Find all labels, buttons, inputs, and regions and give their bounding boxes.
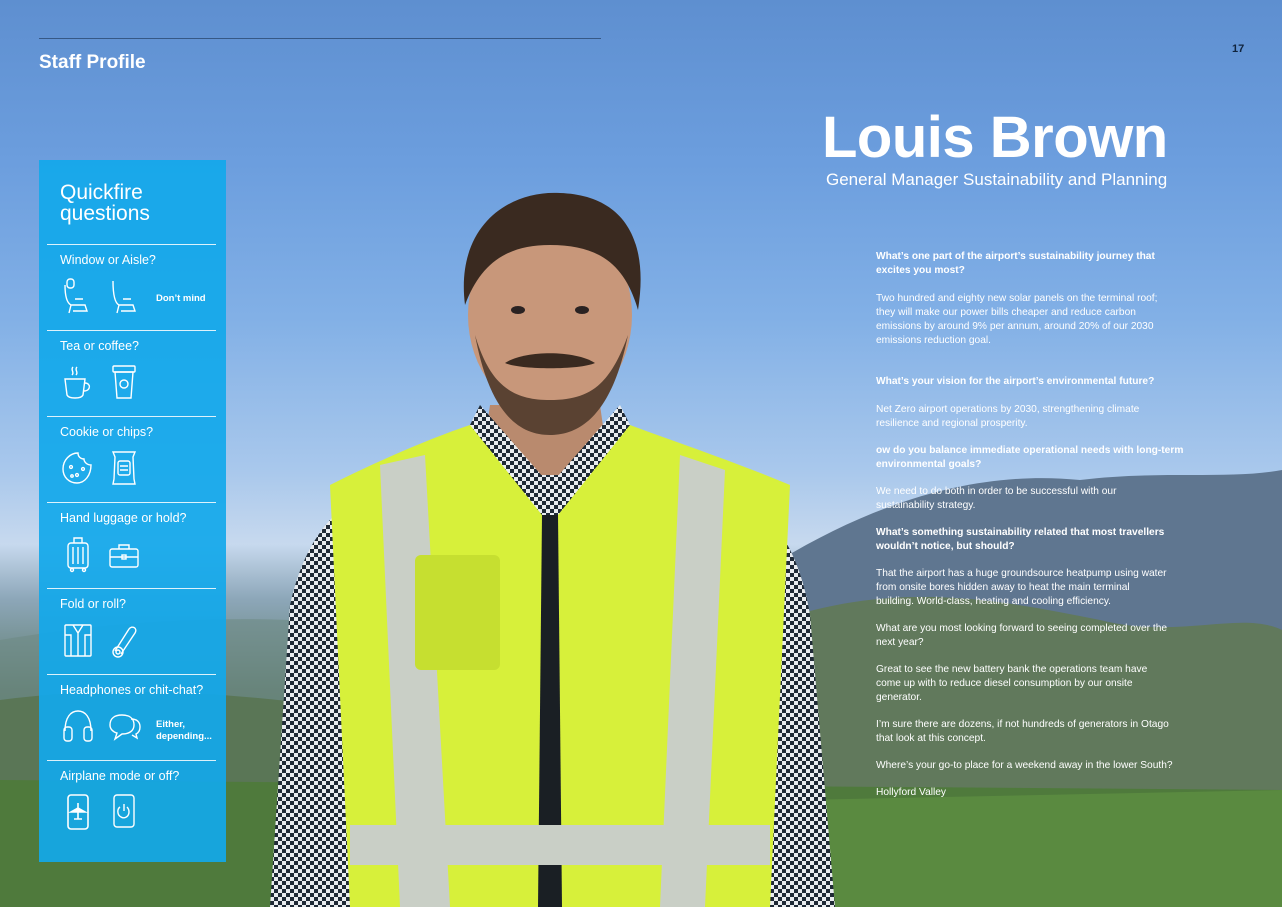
power-off-phone-icon <box>107 793 141 831</box>
page-number: 17 <box>1232 43 1245 55</box>
section-title: Staff Profile <box>39 52 146 73</box>
quickfire-question: Window or Aisle? <box>60 253 156 267</box>
interview-answer: Great to see the new battery bank the operations team have come up with to reduce diesel consumption by our onsite generator. <box>876 664 1148 703</box>
staff-name: Louis Brown <box>822 105 1168 170</box>
rolled-clothes-icon <box>107 621 141 659</box>
interview-answer: That the airport has a huge groundsource heatpump using water from onsite bores hidden away to heat the main terminal building. World-class, heating and cooling efficiency. <box>876 568 1167 607</box>
staff-role: General Manager Sustainability and Planning <box>826 170 1168 189</box>
quickfire-question: Tea or coffee? <box>60 339 139 353</box>
interview-question: ow do you balance immediate operational needs with long-term environmental goals? <box>876 445 1184 470</box>
airplane-mode-phone-icon <box>61 793 95 831</box>
quickfire-answer: Either, depending... <box>156 719 212 742</box>
quickfire-item-luggage <box>47 502 216 589</box>
quickfire-item-tea-coffee <box>47 330 216 417</box>
chips-bag-icon <box>107 449 141 487</box>
quickfire-item-fold-roll <box>47 588 216 675</box>
interview-answer: What are you most looking forward to seeing completed over the next year? <box>876 623 1168 648</box>
interview-answer: We need to do both in order to be successful with our sustainability strategy. <box>876 486 1117 511</box>
tea-cup-icon <box>61 363 95 401</box>
interview-answer: Where’s your go-to place for a weekend away in the lower South? <box>876 760 1173 771</box>
coffee-cup-icon <box>107 363 141 401</box>
suitcase-icon <box>61 535 95 573</box>
interview-answer: Two hundred and eighty new solar panels on the terminal roof; they will make our power bills cheaper and reduce carbon emissions by around 9% per annum, around 20% of our 2030 emissions reduction goal. <box>876 293 1158 346</box>
interview-question: What’s one part of the airport’s sustainability journey that excites you most? <box>876 251 1155 276</box>
quickfire-answer: Don’t mind <box>156 293 206 304</box>
cookie-icon <box>61 449 95 487</box>
quickfire-question: Airplane mode or off? <box>60 769 180 783</box>
quickfire-panel <box>39 160 226 862</box>
quickfire-question: Fold or roll? <box>60 597 126 611</box>
interview-answer: Hollyford Valley <box>876 787 947 798</box>
quickfire-question: Cookie or chips? <box>60 425 154 439</box>
interview-question: What’s something sustainability related that most travellers wouldn’t notice, but should? <box>876 527 1165 552</box>
quickfire-item-window-aisle <box>47 244 216 331</box>
quickfire-question: Hand luggage or hold? <box>60 511 187 525</box>
folded-shirt-icon <box>61 621 95 659</box>
headphones-icon <box>61 707 95 745</box>
interview-answer: Net Zero airport operations by 2030, strengthening climate resilience and regional prosperity. <box>876 404 1140 429</box>
speech-bubbles-icon <box>107 707 141 745</box>
interview-question: What’s your vision for the airport’s environmental future? <box>876 376 1155 387</box>
quickfire-item-headphones-chat <box>47 674 216 761</box>
interview-answer: I’m sure there are dozens, if not hundreds of generators in Otago that look at this concept. <box>876 719 1169 744</box>
interview <box>876 250 1216 800</box>
aisle-seat-icon <box>107 277 141 315</box>
quickfire-question: Headphones or chit-chat? <box>60 683 204 697</box>
header-rule <box>39 38 601 39</box>
window-seat-icon <box>61 277 95 315</box>
quickfire-item-cookie-chips <box>47 416 216 503</box>
staff-photo <box>250 185 850 907</box>
quickfire-title: Quickfire questions <box>60 181 150 225</box>
quickfire-item-airplane-mode <box>47 760 216 847</box>
briefcase-icon <box>107 535 141 573</box>
